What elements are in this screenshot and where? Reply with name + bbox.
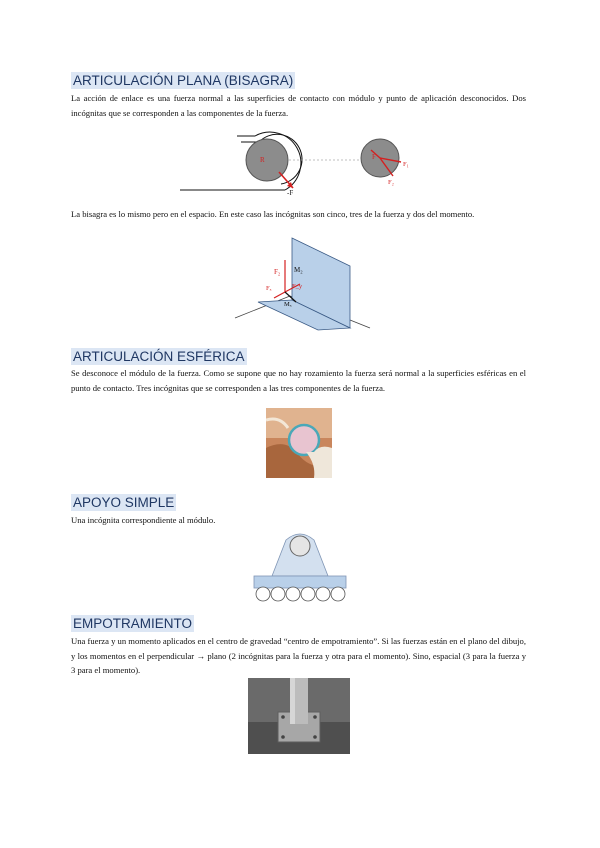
fixed-support-text: Una fuerza y un momento aplicados en el centro de gravedad “centro de empotramiento”. Si las fuerzas están en el plano del dibujo, y los momentos en el perpendicular → plano (2 incógnitas para la fuerza y otra para el momento). Sino, espacial (3 para la fuerza y 3 para el momento). <box>71 636 526 675</box>
plane-joint-text: La acción de enlace es una fuerza normal a las superficies de contacto con módulo y punto de aplicación desconocidos. Dos incógnitas que se corresponden a las componentes de la fuerza. <box>71 93 526 118</box>
label-mz: M₂ <box>294 266 303 274</box>
label-r: R <box>260 156 265 164</box>
section-title-simple-support: APOYO SIMPLE <box>73 495 175 510</box>
simple-support-text: Una incógnita correspondiente al módulo. <box>71 515 216 525</box>
label-f2: F₂ <box>388 179 394 186</box>
label-mx: Mₓ <box>284 301 292 308</box>
plane-joint-figure <box>175 128 425 196</box>
label-f1: F₁ <box>403 161 409 168</box>
spherical-joint-text: Se desconoce el módulo de la fuerza. Como se supone que no hay rozamiento la fuerza será normal a la superficies esféricas en el punto de contacto. Tres incógnitas que se corresponden a las tres componentes de la fuerza. <box>71 368 526 393</box>
simple-support-figure <box>250 526 352 606</box>
hip-joint-image <box>266 408 332 478</box>
hinge-text: La bisagra es lo mismo pero en el espacio. En este caso las incógnitas son cinco, tres de la fuerza y dos del momento. <box>71 209 475 219</box>
label-fy: F_y <box>292 283 303 290</box>
section-title-plane-joint: ARTICULACIÓN PLANA (BISAGRA) <box>73 73 294 88</box>
section-title-fixed-support: EMPOTRAMIENTO <box>73 616 193 631</box>
label-fx: Fₓ <box>266 285 272 292</box>
hinge-3d-figure <box>230 236 375 332</box>
label-minus-f: -F <box>287 189 294 196</box>
label-fz: F₂ <box>274 268 281 276</box>
embedded-post-image <box>248 678 350 754</box>
label-f: F <box>372 153 376 161</box>
section-title-spherical-joint: ARTICULACIÓN ESFÉRICA <box>73 349 245 364</box>
